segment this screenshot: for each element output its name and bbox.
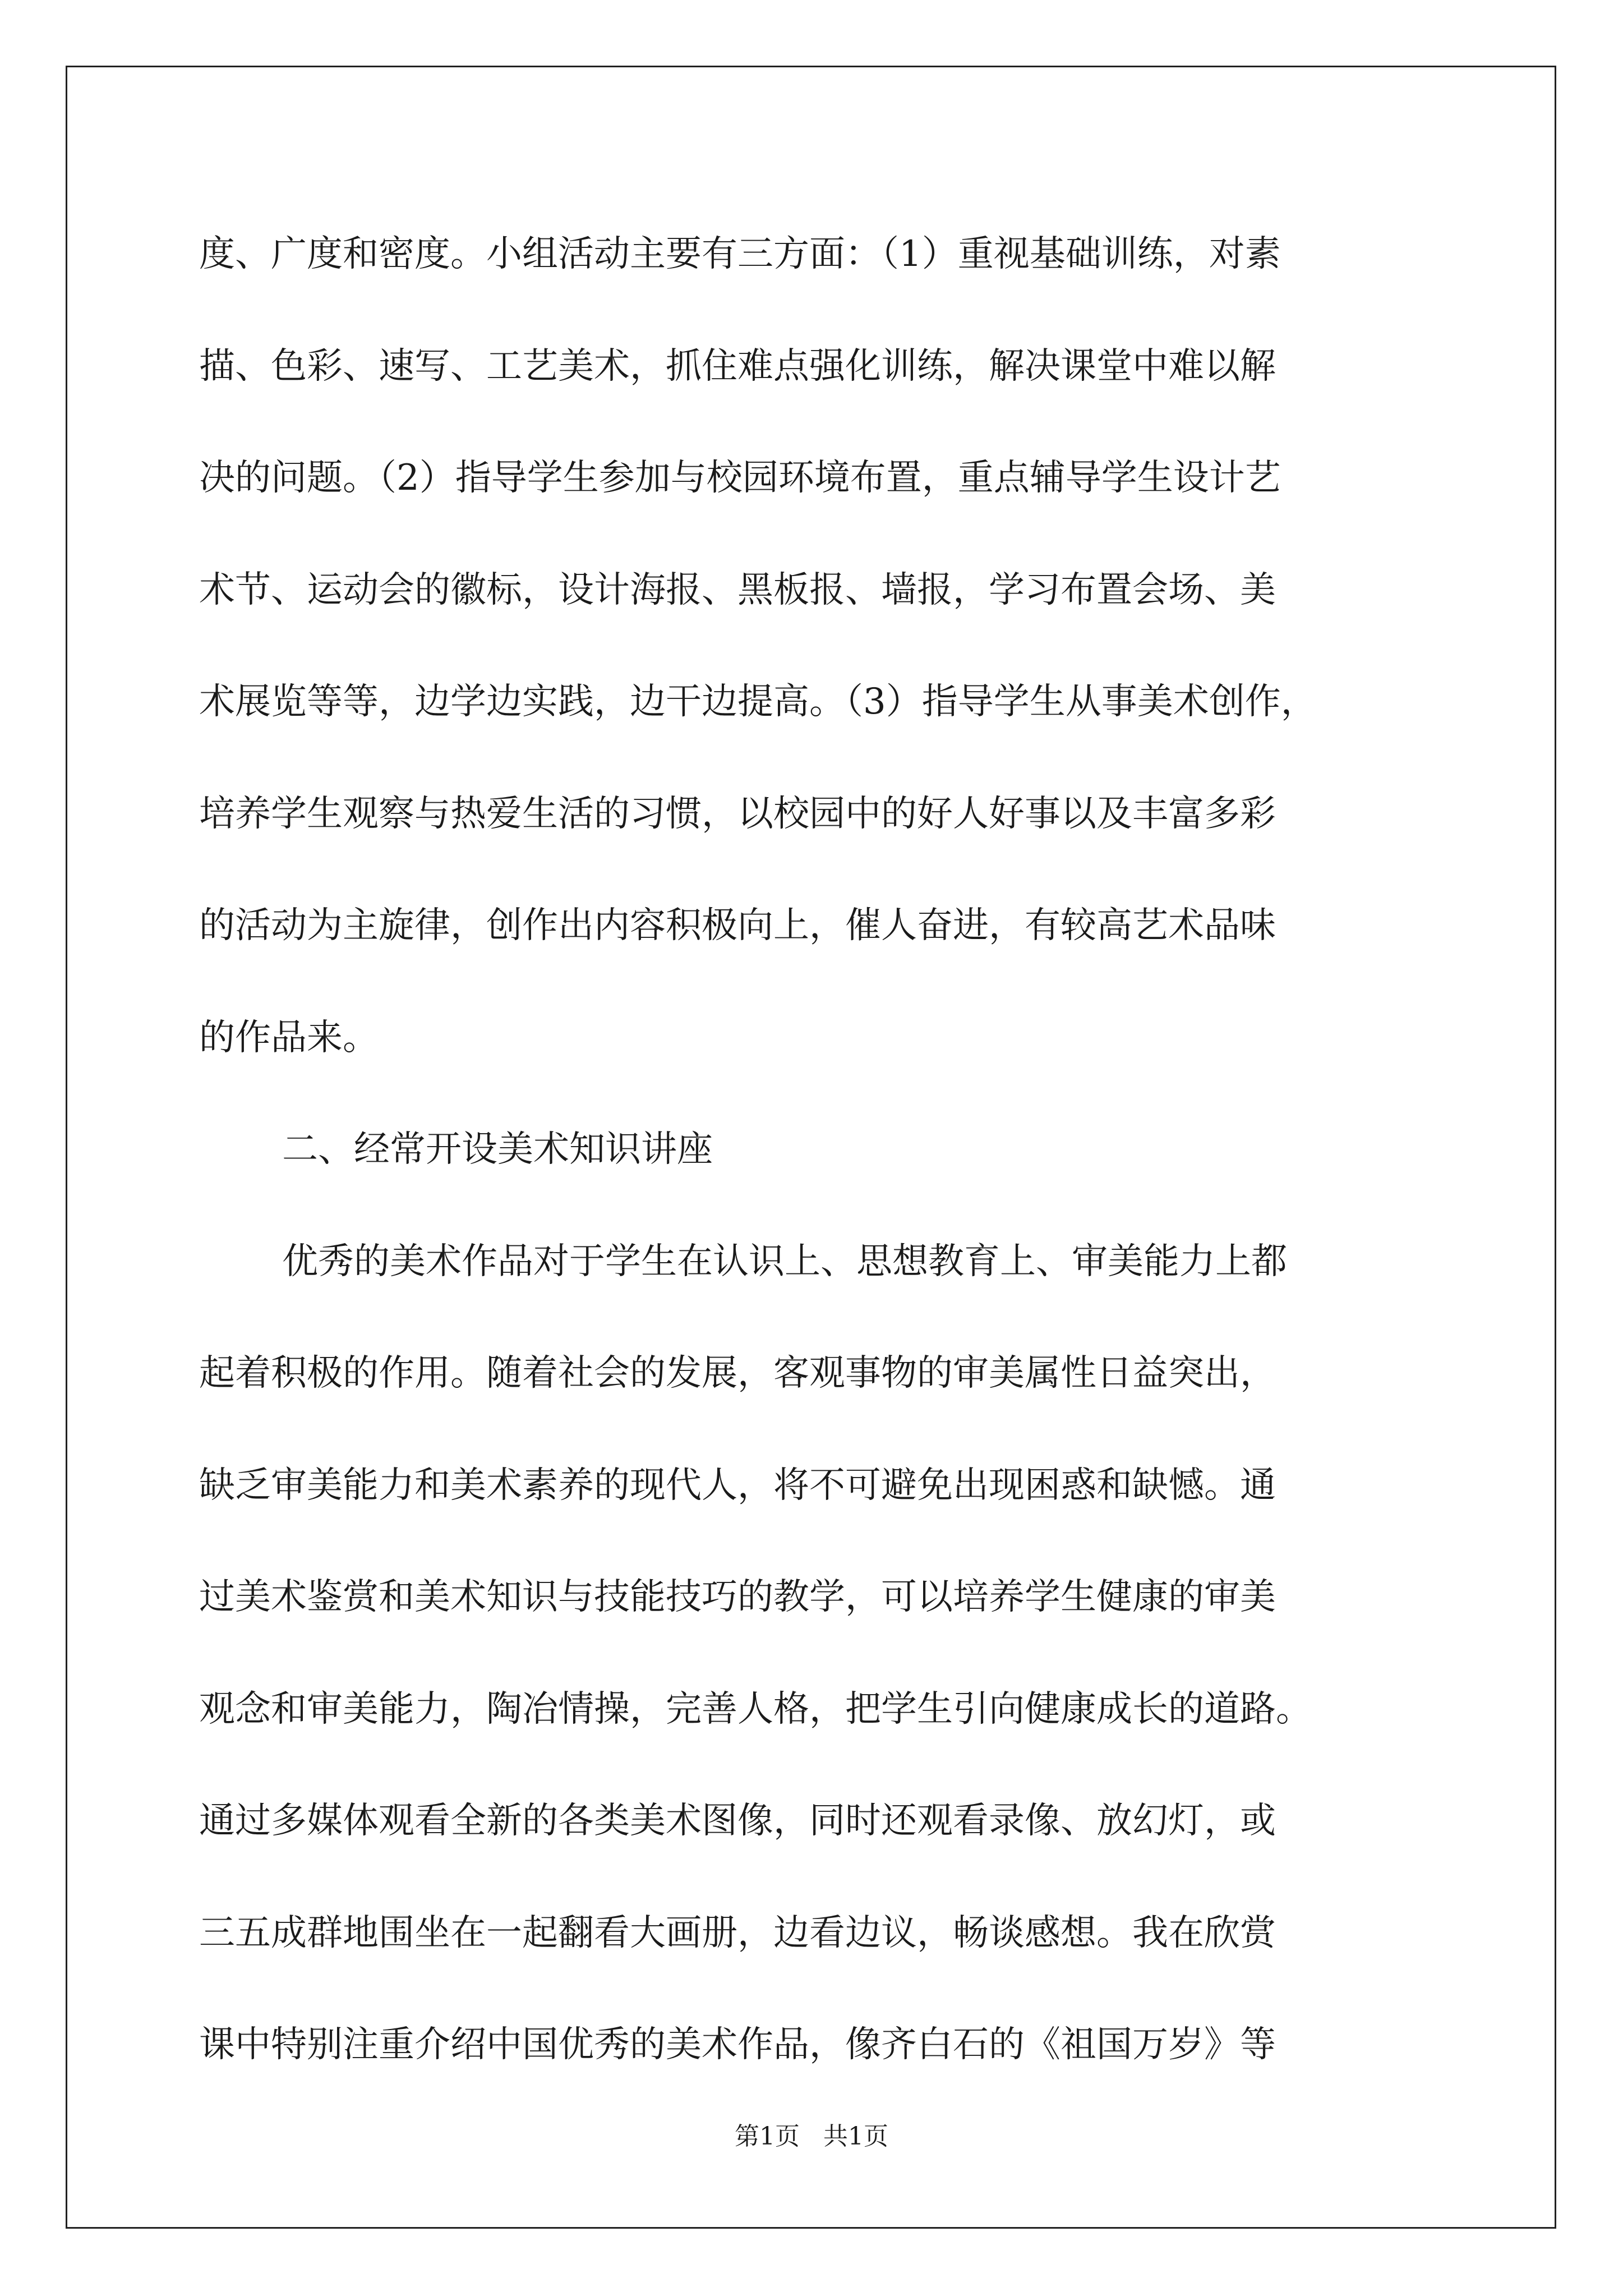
text-line: 观念和审美能力，陶冶情操，完善人格，把学生引向健康成长的道路。 bbox=[199, 1688, 1312, 1730]
text-line: 三五成群地围坐在一起翻看大画册，边看边议，畅谈感想。我在欣赏 bbox=[199, 1912, 1276, 1954]
text-line: 术展览等等，边学边实践，边干边提高。（3）指导学生从事美术创作， bbox=[199, 681, 1317, 723]
page-footer: 第1页 共1页 bbox=[735, 2122, 888, 2151]
text-line: 培养学生观察与热爱生活的习惯，以校园中的好人好事以及丰富多彩 bbox=[199, 793, 1276, 835]
text-line: 决的问题。（2）指导学生参加与校园环境布置，重点辅导学生设计艺 bbox=[199, 457, 1281, 499]
text-line: 的活动为主旋律，创作出内容积极向上，催人奋进，有较高艺术品味 bbox=[199, 905, 1276, 946]
text-line: 度、广度和密度。小组活动主要有三方面：（1）重视基础训练，对素 bbox=[199, 233, 1281, 275]
text-line: 通过多媒体观看全新的各类美术图像，同时还观看录像、放幻灯，或 bbox=[199, 1800, 1276, 1842]
text-line: 缺乏审美能力和美术素养的现代人，将不可避免出现困惑和缺憾。通 bbox=[199, 1464, 1276, 1506]
section-heading: 二、经常开设美术知识讲座 bbox=[282, 1129, 713, 1170]
text-line: 的作品来。 bbox=[199, 1016, 379, 1059]
text-line: 过美术鉴赏和美术知识与技能技巧的教学，可以培养学生健康的审美 bbox=[199, 1576, 1276, 1618]
text-line: 起着积极的作用。随着社会的发展，客观事物的审美属性日益突出， bbox=[199, 1352, 1276, 1394]
text-line: 描、色彩、速写、工艺美术，抓住难点强化训练，解决课堂中难以解 bbox=[199, 345, 1276, 387]
text-line: 术节、运动会的徽标，设计海报、黑板报、墙报，学习布置会场、美 bbox=[199, 569, 1276, 611]
text-line: 课中特别注重介绍中国优秀的美术作品，像齐白石的《祖国万岁》等 bbox=[199, 2024, 1276, 2065]
paragraph-first-line: 优秀的美术作品对于学生在认识上、思想教育上、审美能力上都 bbox=[282, 1240, 1287, 1282]
document-body bbox=[199, 220, 1489, 2123]
